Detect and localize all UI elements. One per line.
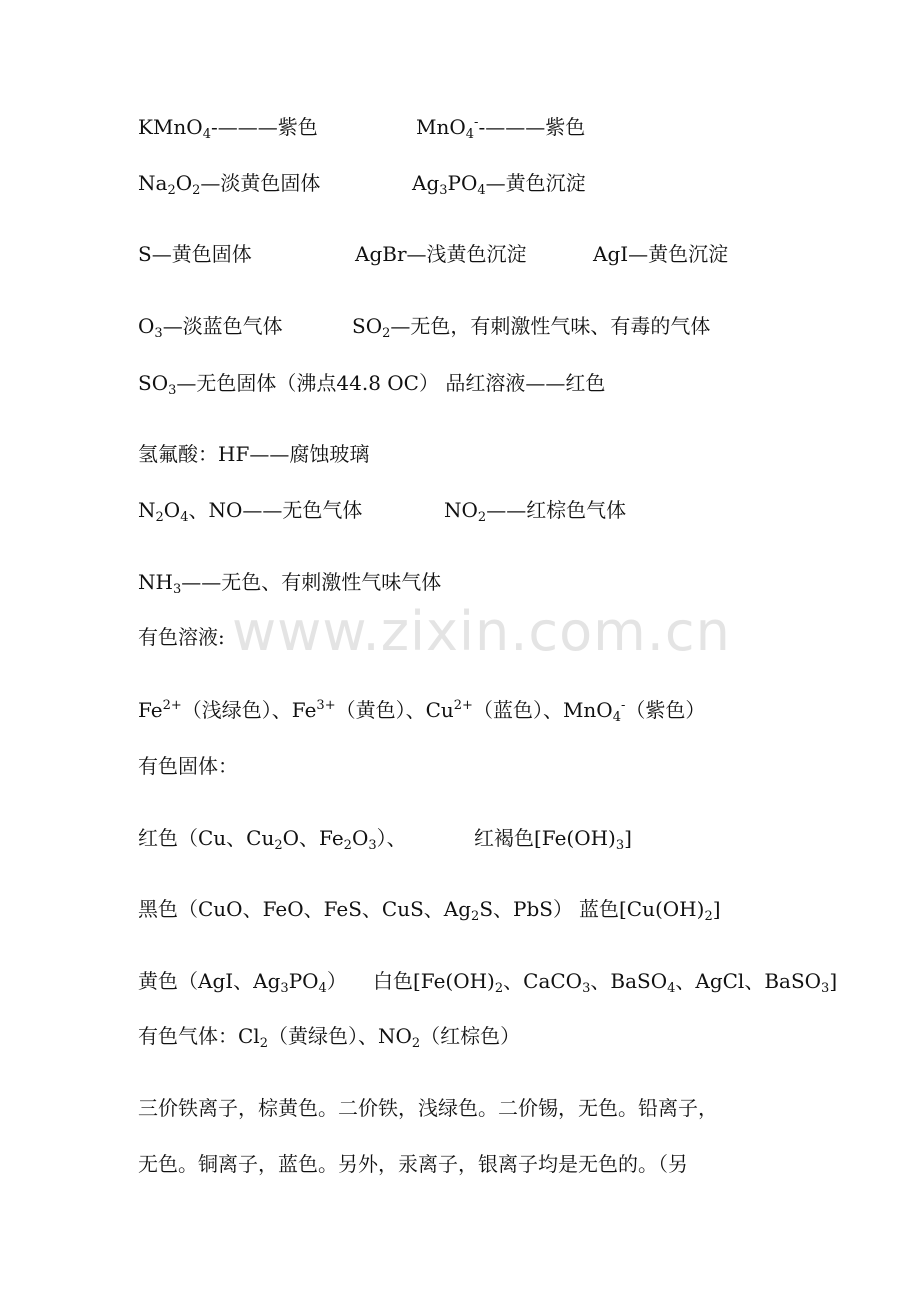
text-run: Fe bbox=[138, 698, 163, 722]
text-run: 白色[Fe(OH) bbox=[373, 969, 495, 993]
text-run: O bbox=[351, 826, 369, 850]
text-run: 三价铁离子，棕黄色。二价铁，浅绿色。二价锡，无色。铅离子， bbox=[138, 1096, 718, 1120]
subscript: 2 bbox=[259, 1036, 268, 1051]
text-segment bbox=[474, 825, 632, 851]
text-run: Na bbox=[138, 171, 168, 195]
text-run: 黄色（AgI、Ag bbox=[138, 969, 281, 993]
subscript: 4 bbox=[465, 127, 475, 142]
text-run: PO bbox=[288, 969, 319, 993]
text-run: ——红棕色气体 bbox=[486, 498, 627, 522]
superscript: - bbox=[621, 698, 626, 713]
text-segment bbox=[138, 697, 705, 723]
subscript: 4 bbox=[612, 710, 621, 725]
text-segment bbox=[138, 370, 605, 396]
subscript: 2 bbox=[477, 510, 487, 525]
text-segment bbox=[444, 497, 626, 523]
text-run: 、NO——无色气体 bbox=[188, 498, 363, 522]
text-run: PO bbox=[447, 171, 478, 195]
text-run: S、PbS） bbox=[479, 897, 573, 921]
subscript: 2 bbox=[343, 838, 352, 853]
text-segment bbox=[593, 241, 728, 267]
text-run: —淡黄色固体 bbox=[200, 171, 321, 195]
text-run: 氢氟酸：HF——腐蚀玻璃 bbox=[138, 442, 370, 466]
text-segment bbox=[138, 753, 238, 779]
text-run: 黑色（CuO、FeO、FeS、CuS、Ag bbox=[138, 897, 472, 921]
superscript: 2+ bbox=[162, 698, 182, 713]
subscript: 3 bbox=[368, 838, 377, 853]
subscript: 4 bbox=[667, 981, 676, 996]
text-run: KMnO bbox=[138, 115, 203, 139]
text-run: -———紫色 bbox=[478, 115, 586, 139]
text-run: ] bbox=[829, 969, 838, 993]
subscript: 2 bbox=[704, 909, 713, 924]
text-run: 红褐色[Fe(OH) bbox=[474, 826, 616, 850]
subscript: 4 bbox=[477, 183, 486, 198]
text-run: —无色固体（沸点44.8 OC） 品红溶液——红色 bbox=[176, 371, 606, 395]
text-run: ] bbox=[712, 897, 721, 921]
text-run: （蓝色）、MnO bbox=[472, 698, 613, 722]
text-segment bbox=[138, 241, 252, 267]
subscript: 4 bbox=[318, 981, 327, 996]
superscript: - bbox=[474, 115, 479, 130]
superscript: 3+ bbox=[316, 698, 336, 713]
text-run: O bbox=[163, 498, 181, 522]
text-segment bbox=[138, 1151, 688, 1177]
text-run: （紫色） bbox=[625, 698, 706, 722]
text-run: ] bbox=[624, 826, 632, 850]
subscript: 3 bbox=[168, 383, 177, 398]
text-run: O、Fe bbox=[282, 826, 344, 850]
subscript: 2 bbox=[471, 909, 480, 924]
text-run: ） bbox=[326, 969, 347, 993]
text-run: 有色溶液: bbox=[138, 625, 225, 649]
text-run: N bbox=[138, 498, 156, 522]
text-segment bbox=[138, 1023, 520, 1049]
subscript: 2 bbox=[411, 1036, 421, 1051]
subscript: 3 bbox=[821, 981, 830, 996]
text-run: -———紫色 bbox=[210, 115, 318, 139]
text-segment bbox=[138, 624, 225, 650]
subscript: 2 bbox=[167, 183, 176, 198]
text-run: 、BaSO bbox=[590, 969, 668, 993]
text-segment bbox=[138, 968, 347, 994]
subscript: 3 bbox=[439, 183, 448, 198]
superscript: 2+ bbox=[453, 698, 473, 713]
subscript: 3 bbox=[615, 838, 625, 853]
text-segment bbox=[373, 968, 837, 994]
subscript: 4 bbox=[180, 510, 189, 525]
text-run: （浅绿色）、Fe bbox=[181, 698, 317, 722]
text-run: （黄色）、Cu bbox=[335, 698, 454, 722]
subscript: 2 bbox=[274, 838, 283, 853]
text-run: 无色。铜离子，蓝色。另外，汞离子，银离子均是无色的。（另 bbox=[138, 1152, 688, 1176]
text-segment bbox=[352, 313, 710, 339]
subscript: 3 bbox=[172, 582, 182, 597]
text-run: ）、 bbox=[376, 826, 407, 850]
subscript: 2 bbox=[155, 510, 164, 525]
text-run: 、CaCO bbox=[503, 969, 583, 993]
text-run: —淡蓝色气体 bbox=[162, 314, 283, 338]
subscript: 4 bbox=[202, 127, 211, 142]
text-run: —无色，有刺激性气味、有毒的气体 bbox=[390, 314, 711, 338]
text-run: —黄色沉淀 bbox=[485, 171, 586, 195]
text-run: S—黄色固体 bbox=[138, 242, 252, 266]
text-segment bbox=[416, 114, 585, 140]
text-run: 有色固体： bbox=[138, 754, 238, 778]
text-run: 有色气体：Cl bbox=[138, 1024, 260, 1048]
text-segment bbox=[138, 825, 407, 851]
text-segment bbox=[138, 441, 369, 467]
text-run: O bbox=[138, 314, 155, 338]
text-run: SO bbox=[352, 314, 383, 338]
text-run: AgBr—浅黄色沉淀 bbox=[355, 242, 527, 266]
text-segment bbox=[138, 170, 320, 196]
text-segment bbox=[412, 170, 586, 196]
text-segment bbox=[138, 896, 573, 922]
text-segment bbox=[138, 497, 362, 523]
subscript: 2 bbox=[382, 326, 391, 341]
text-segment bbox=[138, 569, 441, 595]
text-run: NO bbox=[444, 498, 478, 522]
subscript: 3 bbox=[280, 981, 289, 996]
subscript: 2 bbox=[494, 981, 504, 996]
text-segment bbox=[138, 313, 283, 339]
text-segment bbox=[138, 1095, 718, 1121]
subscript: 3 bbox=[582, 981, 591, 996]
text-run: （红棕色） bbox=[420, 1024, 521, 1048]
text-segment bbox=[579, 896, 721, 922]
text-segment bbox=[355, 241, 527, 267]
text-run: AgI—黄色沉淀 bbox=[593, 242, 729, 266]
text-run: Ag bbox=[412, 171, 440, 195]
text-run: 红色（Cu、Cu bbox=[138, 826, 275, 850]
watermark: www.zixin.com.cn bbox=[232, 600, 731, 663]
text-run: （黄绿色）、NO bbox=[267, 1024, 412, 1048]
text-run: ——无色、有刺激性气味气体 bbox=[181, 570, 442, 594]
text-run: O bbox=[175, 171, 193, 195]
subscript: 3 bbox=[154, 326, 163, 341]
text-segment bbox=[138, 114, 318, 140]
text-run: MnO bbox=[416, 115, 466, 139]
text-run: SO bbox=[138, 371, 169, 395]
subscript: 2 bbox=[192, 183, 201, 198]
text-run: 蓝色[Cu(OH) bbox=[579, 897, 705, 921]
text-run: NH bbox=[138, 570, 173, 594]
text-run: 、AgCl、BaSO bbox=[675, 969, 822, 993]
